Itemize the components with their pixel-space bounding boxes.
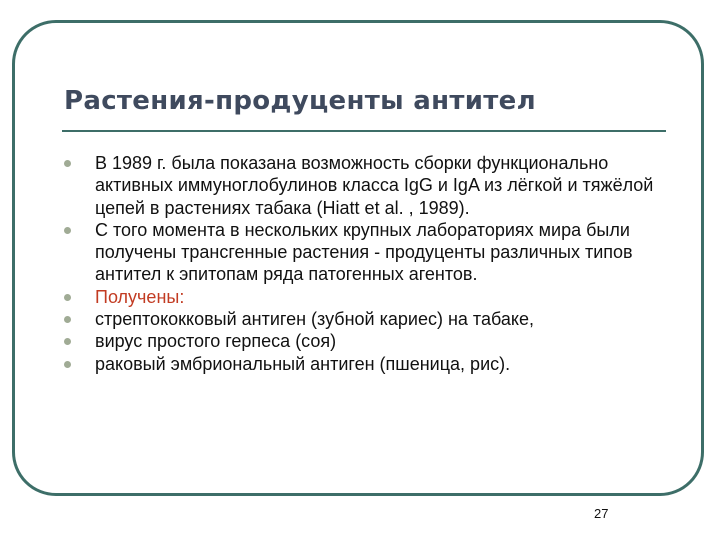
bullet-item xyxy=(64,330,674,352)
title-underline xyxy=(62,130,666,132)
bullet-dot-icon xyxy=(64,338,71,345)
bullet-dot-icon xyxy=(64,316,71,323)
bullet-item xyxy=(64,219,674,286)
bullet-text: Получены: xyxy=(95,286,185,307)
bullet-text: раковый эмбриональный антиген (пшеница, рис). xyxy=(95,353,511,374)
bullet-item xyxy=(64,308,674,330)
bullet-item xyxy=(64,353,674,375)
bullet-text: В 1989 г. была показана возможность сборки функционально активных иммуноглобулинов класса IgG и IgA из лёгкой и тяжёлой цепей в растениях табака (Hiatt et al. , 1989). xyxy=(95,153,654,218)
bullet-dot-icon xyxy=(64,227,71,234)
bullet-dot-icon xyxy=(64,294,71,301)
bullet-item xyxy=(64,152,674,219)
page-number: 27 xyxy=(594,506,609,521)
bullet-text: вирус простого герпеса (соя) xyxy=(95,331,337,352)
bullet-text: С того момента в нескольких крупных лабораториях мира были получены трансгенные растения - продуценты различных типов антител к эпитопам ряда патогенных агентов. xyxy=(95,219,633,285)
bullet-dot-icon xyxy=(64,361,71,368)
bullet-list xyxy=(64,152,674,375)
bullet-text: стрептококковый антиген (зубной кариес) на табаке, xyxy=(95,309,534,330)
slide-title: Растения-продуценты антител xyxy=(64,86,536,116)
bullet-item-highlight xyxy=(64,286,674,308)
bullet-dot-icon xyxy=(64,160,71,167)
